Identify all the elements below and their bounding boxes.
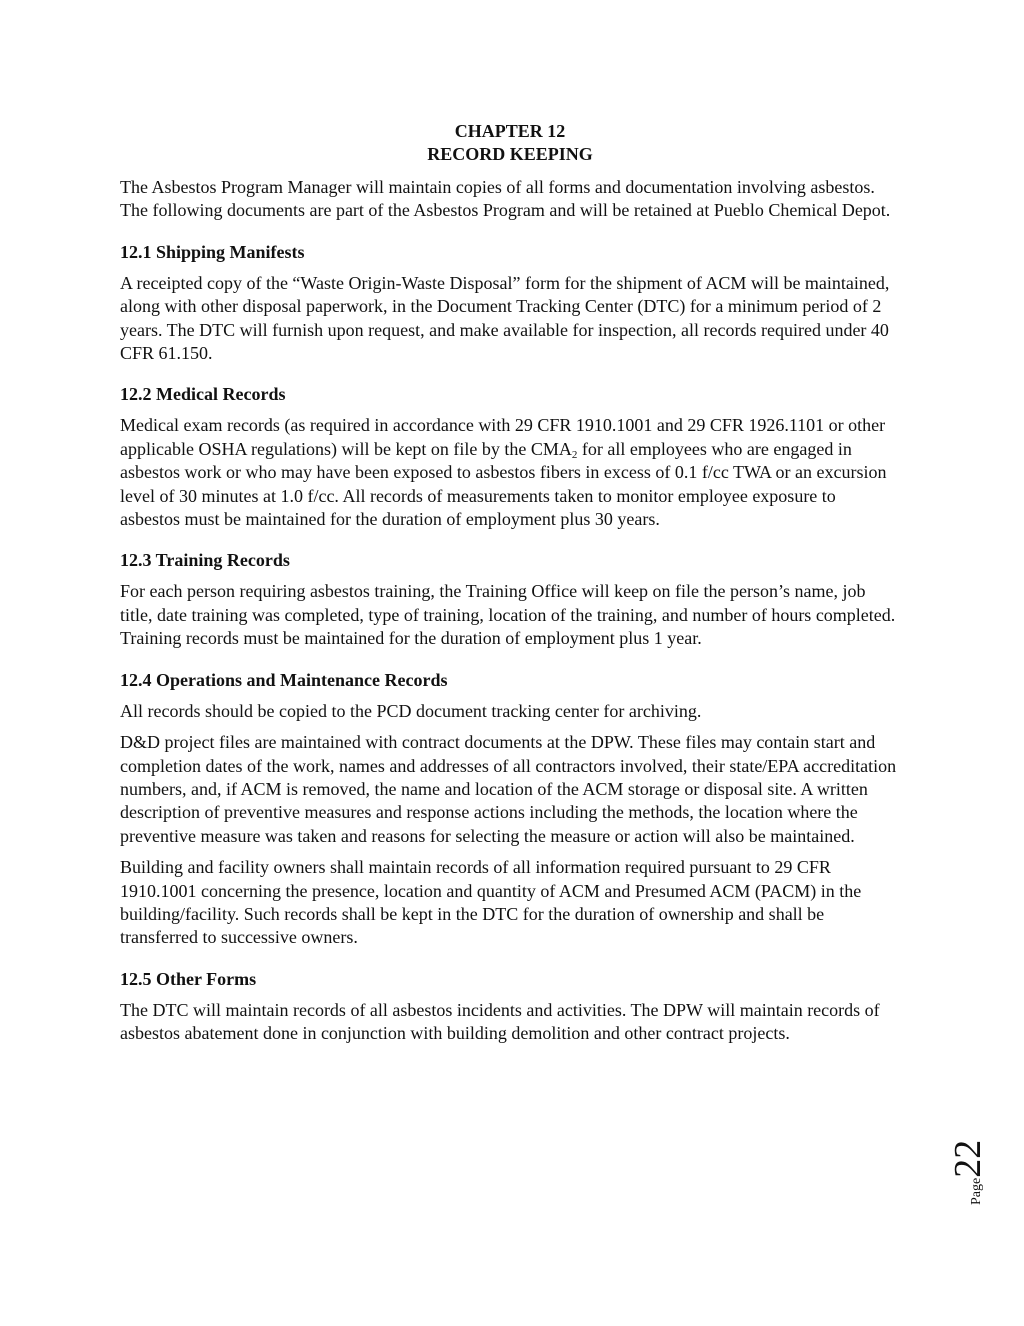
- page-number: 22: [947, 1139, 989, 1178]
- chapter-heading: [120, 120, 900, 166]
- cma-subscript: 2: [571, 448, 578, 461]
- page-label: Page: [969, 1177, 984, 1205]
- section-heading-operations-maintenance-records: 12.4 Operations and Maintenance Records: [120, 669, 448, 690]
- section-heading-other-forms: 12.5 Other Forms: [120, 968, 257, 989]
- section-paragraph: For each person requiring asbestos training, the Training Office will keep on file the person’s name, job title, date training was completed, type of training, location of the training, and number of hours completed. Training records must be maintained for the duration of employment plus 1 year.: [120, 581, 896, 649]
- section-paragraph: All records should be copied to the PCD document tracking center for archiving.: [120, 700, 702, 721]
- section-paragraph: [120, 414, 900, 531]
- section-paragraph: The DTC will maintain records of all asbestos incidents and activities. The DPW will maintain records of asbestos abatement done in conjunction with building demolition and other contract projects.: [120, 999, 880, 1044]
- section-paragraph: D&D project files are maintained with contract documents at the DPW. These files may contain start and completion dates of the work, names and addresses of all contractors involved, their state/EPA accreditation numbers, and, if ACM is removed, the name and location of the ACM storage or disposal site. A written description of preventive measures and response actions including the methods, the location where the preventive measure was taken and reasons for selecting the measure or action will also be maintained.: [120, 732, 897, 846]
- section-paragraph: A receipted copy of the “Waste Origin-Waste Disposal” form for the shipment of ACM will be maintained, along with other disposal paperwork, in the Document Tracking Center (DTC) for a minimum period of 2 years. The DTC will furnish upon request, and make available for inspection, all records required under 40 CFR 61.150.: [120, 272, 890, 364]
- page-number-marker: [938, 1120, 998, 1210]
- section-heading-medical-records: 12.2 Medical Records: [120, 384, 286, 405]
- chapter-number: CHAPTER 12: [454, 121, 566, 141]
- section-paragraph: Building and facility owners shall maintain records of all information required pursuant to 29 CFR 1910.1001 concerning the presence, location and quantity of ACM and Presumed ACM (PACM) in the building/facility. Such records shall be kept in the DTC for the duration of ownership and shall be transferred to successive owners.: [120, 857, 862, 948]
- section-heading-shipping-manifests: 12.1 Shipping Manifests: [120, 241, 305, 262]
- medical-text-part2: for all employees who are engaged in asbestos work or who may have been exposed to asbestos fibers in excess of 0.1 f/cc TWA or an excursion level of 30 minutes at 1.0 f/cc. All records of measurements taken to monitor employee exposure to asbestos must be maintained for the duration of employment plus 30 years.: [120, 438, 887, 530]
- chapter-title: RECORD KEEPING: [427, 144, 593, 164]
- medical-text-part1: Medical exam records (as required in accordance with 29 CFR 1910.1001 and 29 CFR 1926.1101 or other applicable OSHA regulations) will be kept on file by the CMA: [120, 415, 886, 459]
- section-heading-training-records: 12.3 Training Records: [120, 550, 290, 571]
- document-body: [120, 120, 900, 1054]
- intro-paragraph: The Asbestos Program Manager will maintain copies of all forms and documentation involving asbestos. The following documents are part of the Asbestos Program and will be retained at Pueblo Chemical Depot.: [120, 177, 891, 221]
